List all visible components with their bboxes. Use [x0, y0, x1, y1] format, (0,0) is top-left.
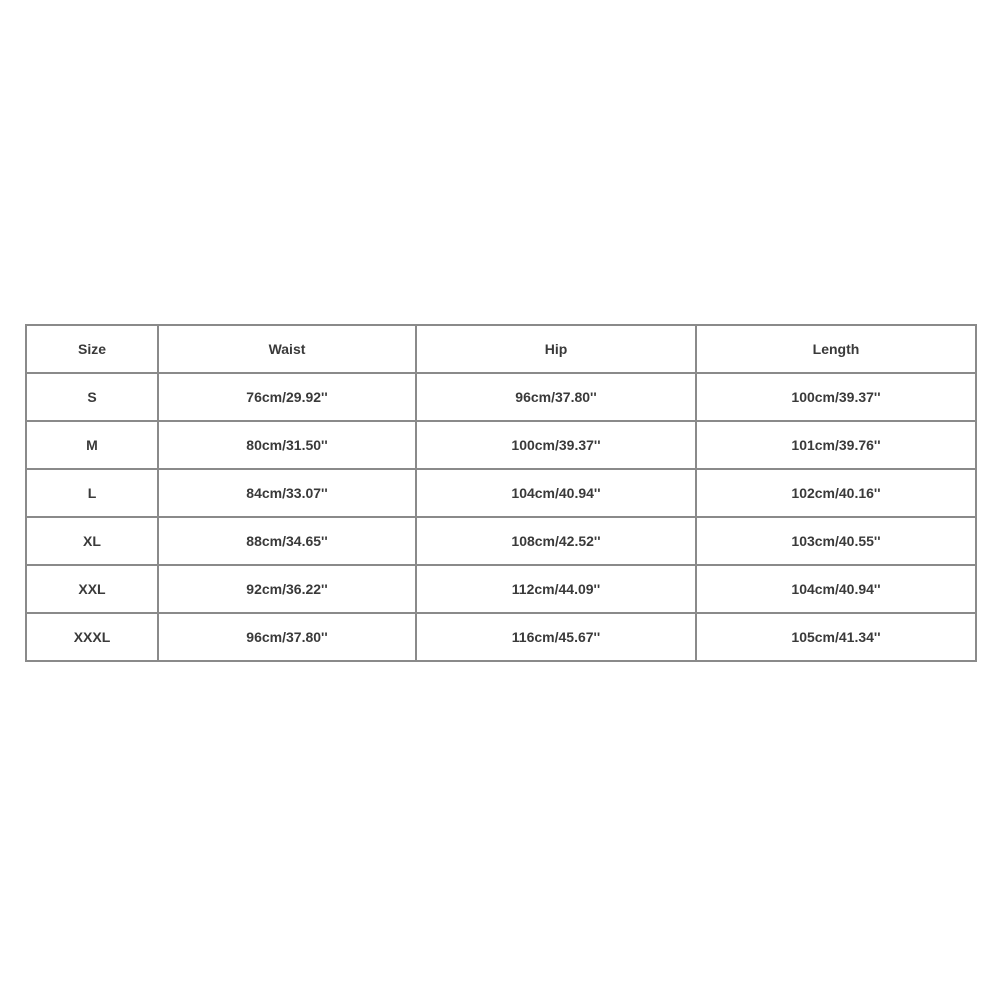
cell-hip: 108cm/42.52'': [416, 517, 696, 565]
size-chart-table: [25, 324, 977, 662]
cell-waist: 88cm/34.65'': [158, 517, 416, 565]
cell-size: L: [26, 469, 158, 517]
table-body: [26, 373, 976, 661]
cell-length: 100cm/39.37'': [696, 373, 976, 421]
cell-hip: 104cm/40.94'': [416, 469, 696, 517]
table-header: [26, 325, 976, 373]
cell-size: XXXL: [26, 613, 158, 661]
cell-size: XL: [26, 517, 158, 565]
table-row: [26, 565, 976, 613]
cell-waist: 80cm/31.50'': [158, 421, 416, 469]
cell-size: S: [26, 373, 158, 421]
cell-size: XXL: [26, 565, 158, 613]
table-row: [26, 613, 976, 661]
cell-hip: 112cm/44.09'': [416, 565, 696, 613]
cell-size: M: [26, 421, 158, 469]
cell-waist: 92cm/36.22'': [158, 565, 416, 613]
cell-hip: 96cm/37.80'': [416, 373, 696, 421]
table-row: [26, 421, 976, 469]
cell-waist: 96cm/37.80'': [158, 613, 416, 661]
cell-waist: 84cm/33.07'': [158, 469, 416, 517]
header-row: [26, 325, 976, 373]
cell-length: 103cm/40.55'': [696, 517, 976, 565]
cell-length: 105cm/41.34'': [696, 613, 976, 661]
cell-length: 101cm/39.76'': [696, 421, 976, 469]
header-hip: Hip: [416, 325, 696, 373]
table-row: [26, 469, 976, 517]
cell-length: 104cm/40.94'': [696, 565, 976, 613]
table-row: [26, 517, 976, 565]
table-row: [26, 373, 976, 421]
cell-hip: 116cm/45.67'': [416, 613, 696, 661]
header-waist: Waist: [158, 325, 416, 373]
cell-waist: 76cm/29.92'': [158, 373, 416, 421]
cell-length: 102cm/40.16'': [696, 469, 976, 517]
header-size: Size: [26, 325, 158, 373]
cell-hip: 100cm/39.37'': [416, 421, 696, 469]
header-length: Length: [696, 325, 976, 373]
